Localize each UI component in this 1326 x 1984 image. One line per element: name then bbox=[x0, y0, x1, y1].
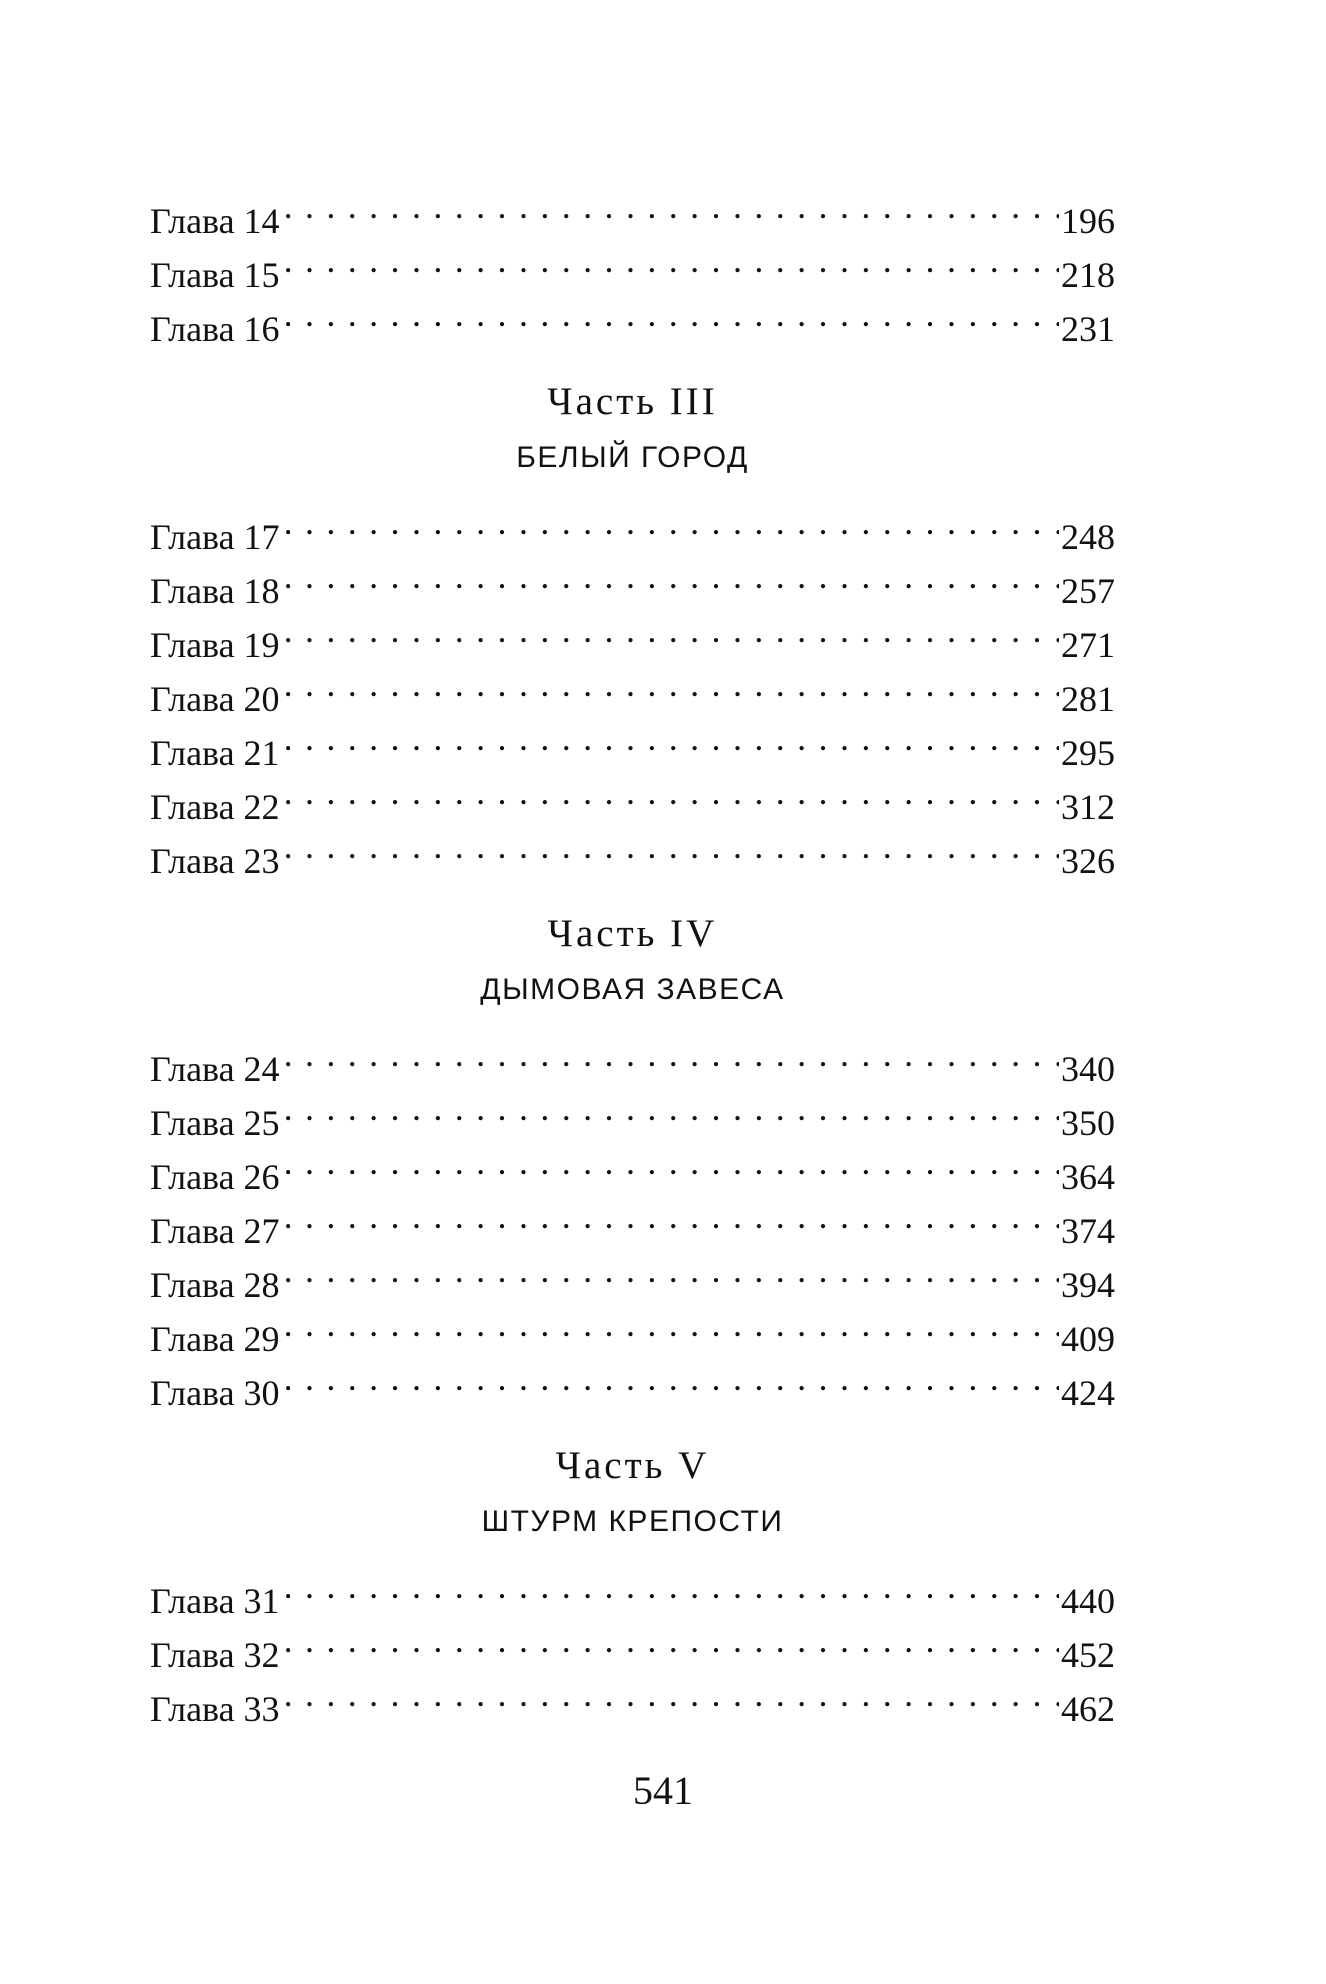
part-subtitle: ШТУРМ КРЕПОСТИ bbox=[481, 1505, 784, 1538]
toc-entry bbox=[150, 819, 1115, 881]
page-number: 409 bbox=[1061, 1319, 1115, 1359]
page-number: 295 bbox=[1061, 733, 1115, 773]
dot-leader bbox=[284, 1667, 1059, 1721]
page-number: 364 bbox=[1061, 1157, 1115, 1197]
page-number: 440 bbox=[1061, 1581, 1115, 1621]
toc-entry bbox=[150, 549, 1115, 611]
chapter-label: Глава 14 bbox=[150, 201, 280, 241]
chapter-label: Глава 19 bbox=[150, 625, 280, 665]
toc-entry bbox=[150, 287, 1115, 349]
part-heading bbox=[150, 1435, 1115, 1555]
page-number: 350 bbox=[1061, 1103, 1115, 1143]
page-number: 271 bbox=[1061, 625, 1115, 665]
page-number: 462 bbox=[1061, 1689, 1115, 1729]
dot-leader bbox=[284, 495, 1059, 549]
chapter-label: Глава 32 bbox=[150, 1635, 280, 1675]
dot-leader bbox=[284, 819, 1059, 873]
dot-leader bbox=[284, 711, 1059, 765]
toc-entry bbox=[150, 1351, 1115, 1413]
chapter-label: Глава 15 bbox=[150, 255, 280, 295]
page-number: 326 bbox=[1061, 841, 1115, 881]
part-heading bbox=[150, 903, 1115, 1023]
page-number: 196 bbox=[1061, 201, 1115, 241]
dot-leader bbox=[284, 287, 1059, 341]
dot-leader bbox=[284, 1243, 1059, 1297]
toc-entry bbox=[150, 711, 1115, 773]
toc-entry bbox=[150, 179, 1115, 241]
chapter-label: Глава 21 bbox=[150, 733, 280, 773]
dot-leader bbox=[284, 657, 1059, 711]
part-heading bbox=[150, 371, 1115, 491]
page-number: 257 bbox=[1061, 571, 1115, 611]
dot-leader bbox=[284, 549, 1059, 603]
dot-leader bbox=[284, 1027, 1059, 1081]
toc-entry bbox=[150, 1189, 1115, 1251]
chapter-label: Глава 27 bbox=[150, 1211, 280, 1251]
dot-leader bbox=[284, 1613, 1059, 1667]
dot-leader bbox=[284, 1351, 1059, 1405]
page-number: 374 bbox=[1061, 1211, 1115, 1251]
toc-entry bbox=[150, 233, 1115, 295]
page-number: 248 bbox=[1061, 517, 1115, 557]
toc-entry bbox=[150, 1297, 1115, 1359]
table-of-contents bbox=[150, 179, 1115, 1729]
page-number: 452 bbox=[1061, 1635, 1115, 1675]
toc-entry bbox=[150, 603, 1115, 665]
chapter-label: Глава 28 bbox=[150, 1265, 280, 1305]
toc-entry bbox=[150, 765, 1115, 827]
chapter-label: Глава 26 bbox=[150, 1157, 280, 1197]
dot-leader bbox=[284, 603, 1059, 657]
toc-entry bbox=[150, 1559, 1115, 1621]
toc-entry bbox=[150, 1667, 1115, 1729]
toc-entry bbox=[150, 495, 1115, 557]
dot-leader bbox=[284, 765, 1059, 819]
page-number: 340 bbox=[1061, 1049, 1115, 1089]
toc-entry bbox=[150, 1135, 1115, 1197]
page-number: 231 bbox=[1061, 309, 1115, 349]
part-title: Часть III bbox=[547, 380, 718, 423]
chapter-label: Глава 23 bbox=[150, 841, 280, 881]
page-folio-number: 541 bbox=[633, 1768, 693, 1813]
chapter-label: Глава 20 bbox=[150, 679, 280, 719]
part-subtitle: БЕЛЫЙ ГОРОД bbox=[516, 441, 749, 474]
page-number: 424 bbox=[1061, 1373, 1115, 1413]
toc-entry bbox=[150, 1081, 1115, 1143]
chapter-label: Глава 30 bbox=[150, 1373, 280, 1413]
dot-leader bbox=[284, 1559, 1059, 1613]
toc-entry bbox=[150, 1243, 1115, 1305]
chapter-label: Глава 16 bbox=[150, 309, 280, 349]
dot-leader bbox=[284, 233, 1059, 287]
toc-entry bbox=[150, 657, 1115, 719]
part-title: Часть V bbox=[555, 1444, 710, 1487]
page-number: 281 bbox=[1061, 679, 1115, 719]
page-number: 312 bbox=[1061, 787, 1115, 827]
chapter-label: Глава 18 bbox=[150, 571, 280, 611]
chapter-label: Глава 25 bbox=[150, 1103, 280, 1143]
chapter-label: Глава 29 bbox=[150, 1319, 280, 1359]
page-number: 218 bbox=[1061, 255, 1115, 295]
dot-leader bbox=[284, 1135, 1059, 1189]
dot-leader bbox=[284, 1297, 1059, 1351]
dot-leader bbox=[284, 1189, 1059, 1243]
chapter-label: Глава 22 bbox=[150, 787, 280, 827]
part-title: Часть IV bbox=[547, 912, 718, 955]
dot-leader bbox=[284, 179, 1059, 233]
toc-entry bbox=[150, 1027, 1115, 1089]
chapter-label: Глава 33 bbox=[150, 1689, 280, 1729]
dot-leader bbox=[284, 1081, 1059, 1135]
part-subtitle: ДЫМОВАЯ ЗАВЕСА bbox=[480, 973, 785, 1006]
chapter-label: Глава 24 bbox=[150, 1049, 280, 1089]
toc-entry bbox=[150, 1613, 1115, 1675]
chapter-label: Глава 31 bbox=[150, 1581, 280, 1621]
chapter-label: Глава 17 bbox=[150, 517, 280, 557]
page-number: 394 bbox=[1061, 1265, 1115, 1305]
